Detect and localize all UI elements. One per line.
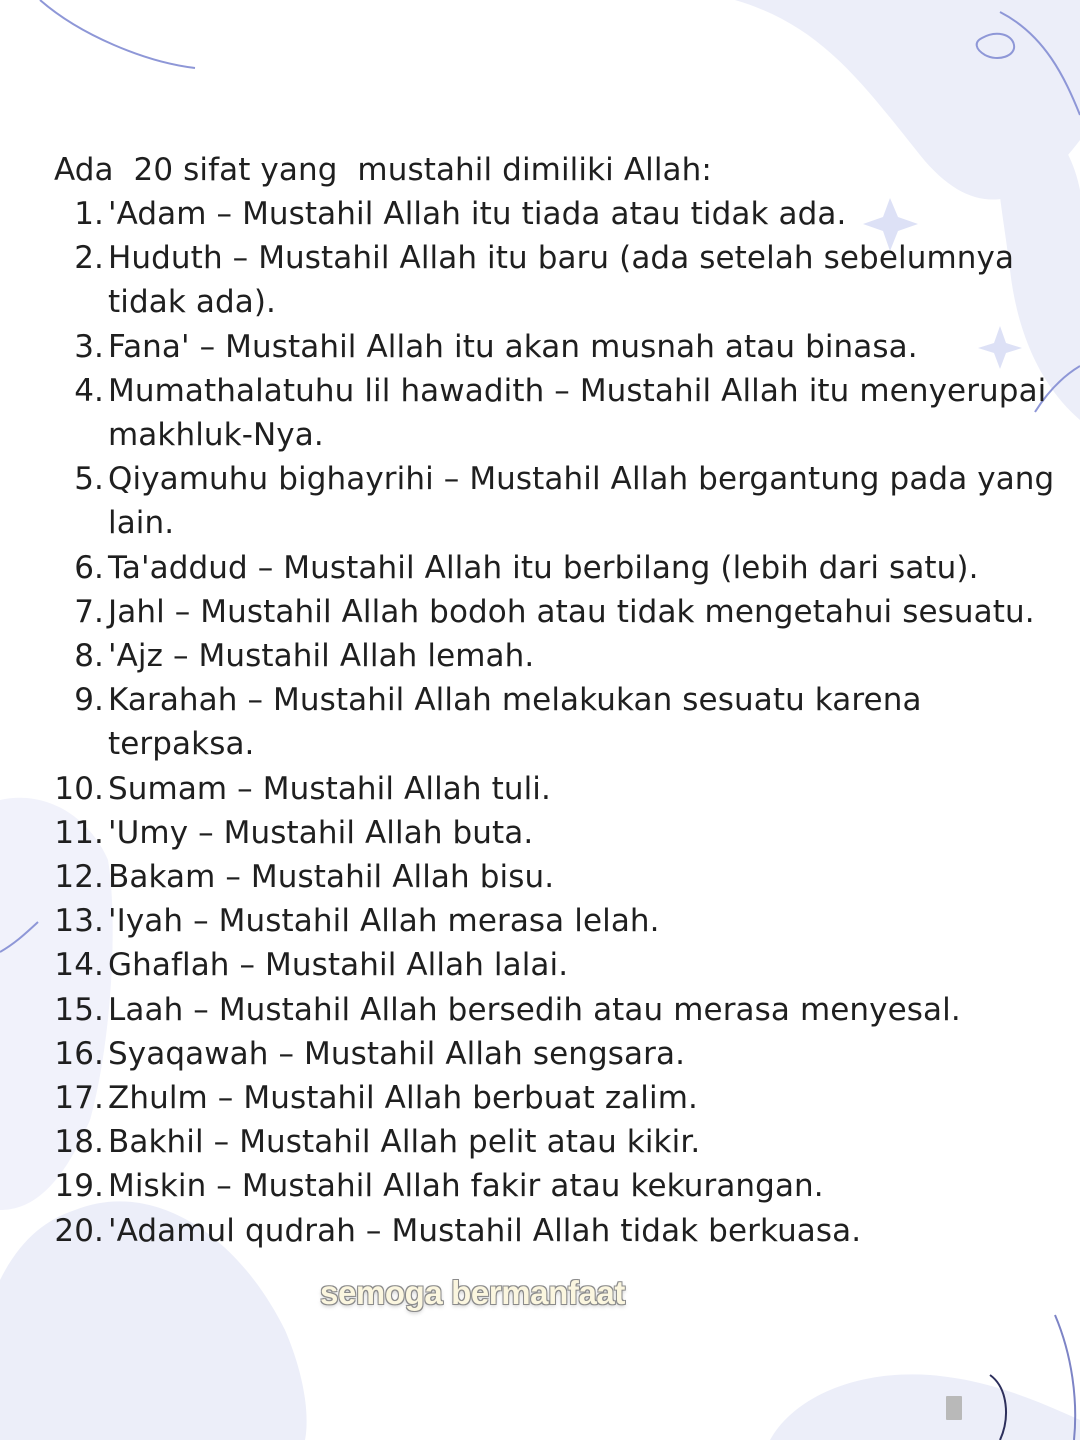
list-item bbox=[54, 1032, 1064, 1076]
list-item bbox=[54, 546, 1064, 590]
list-number: 20. bbox=[54, 1212, 104, 1249]
list-number: 2. bbox=[74, 240, 104, 277]
list-number: 9. bbox=[74, 682, 104, 719]
list-number: 13. bbox=[54, 903, 104, 940]
content-area bbox=[54, 148, 1064, 1253]
list-number: 19. bbox=[54, 1168, 104, 1205]
list-number: 6. bbox=[74, 549, 104, 586]
list-number: 11. bbox=[54, 814, 104, 851]
list-text: Zhulm – Mustahil Allah berbuat zalim. bbox=[108, 1080, 698, 1117]
list-item bbox=[54, 457, 1064, 545]
list-item bbox=[54, 811, 1064, 855]
list-text: 'Adamul qudrah – Mustahil Allah tidak berkuasa. bbox=[108, 1212, 862, 1249]
list-text: 'Iyah – Mustahil Allah merasa lelah. bbox=[108, 903, 660, 940]
list-item bbox=[54, 767, 1064, 811]
list-text: 'Umy – Mustahil Allah buta. bbox=[108, 814, 534, 851]
list-number: 14. bbox=[54, 947, 104, 984]
list-text: Qiyamuhu bighayrihi – Mustahil Allah bergantung pada yang lain. bbox=[108, 461, 1055, 542]
list-item bbox=[54, 678, 1064, 766]
list-number: 15. bbox=[54, 991, 104, 1028]
list-text: Bakam – Mustahil Allah bisu. bbox=[108, 859, 555, 896]
sifat-list bbox=[54, 192, 1064, 1253]
list-number: 8. bbox=[74, 638, 104, 675]
list-item bbox=[54, 1209, 1064, 1253]
list-text: Syaqawah – Mustahil Allah sengsara. bbox=[108, 1035, 686, 1072]
list-item bbox=[54, 855, 1064, 899]
list-item bbox=[54, 236, 1064, 324]
list-text: Karahah – Mustahil Allah melakukan sesuatu karena terpaksa. bbox=[108, 682, 922, 763]
list-item bbox=[54, 590, 1064, 634]
list-text: Ta'addud – Mustahil Allah itu berbilang (lebih dari satu). bbox=[108, 549, 979, 586]
list-item bbox=[54, 325, 1064, 369]
list-text: Fana' – Mustahil Allah itu akan musnah atau binasa. bbox=[108, 328, 918, 365]
list-item bbox=[54, 943, 1064, 987]
list-text: 'Adam – Mustahil Allah itu tiada atau tidak ada. bbox=[108, 196, 847, 232]
list-text: Miskin – Mustahil Allah fakir atau kekurangan. bbox=[108, 1168, 824, 1205]
list-text: Jahl – Mustahil Allah bodoh atau tidak mengetahui sesuatu. bbox=[108, 593, 1035, 630]
list-text: Sumam – Mustahil Allah tuli. bbox=[108, 770, 551, 807]
list-number: 5. bbox=[74, 461, 104, 498]
list-number: 3. bbox=[74, 328, 104, 365]
list-item bbox=[54, 192, 1064, 236]
list-text: Laah – Mustahil Allah bersedih atau merasa menyesal. bbox=[108, 991, 961, 1028]
list-number: 10. bbox=[54, 770, 104, 807]
list-item bbox=[54, 369, 1064, 457]
list-text: Ghaflah – Mustahil Allah lalai. bbox=[108, 947, 569, 984]
list-number: 17. bbox=[54, 1080, 104, 1117]
intro-text: Ada 20 sifat yang mustahil dimiliki Allah: bbox=[54, 152, 712, 188]
list-text: Huduth – Mustahil Allah itu baru (ada setelah sebelumnya tidak ada). bbox=[108, 240, 1015, 321]
list-number: 1. bbox=[74, 196, 104, 232]
list-item bbox=[54, 634, 1064, 678]
list-item bbox=[54, 1076, 1064, 1120]
list-text: Mumathalatuhu lil hawadith – Mustahil Allah itu menyerupai makhluk-Nya. bbox=[108, 372, 1047, 454]
list-item bbox=[54, 899, 1064, 943]
list-number: 4. bbox=[74, 372, 104, 409]
list-number: 18. bbox=[54, 1124, 104, 1161]
list-item bbox=[54, 1164, 1064, 1208]
list-item bbox=[54, 988, 1064, 1032]
list-number: 12. bbox=[54, 859, 104, 896]
list-number: 7. bbox=[74, 593, 104, 630]
list-text: Bakhil – Mustahil Allah pelit atau kikir. bbox=[108, 1124, 701, 1161]
list-text: 'Ajz – Mustahil Allah lemah. bbox=[108, 638, 535, 675]
footer-text: semoga bermanfaat bbox=[320, 1274, 625, 1311]
list-item bbox=[54, 1120, 1064, 1164]
list-number: 16. bbox=[54, 1035, 104, 1072]
